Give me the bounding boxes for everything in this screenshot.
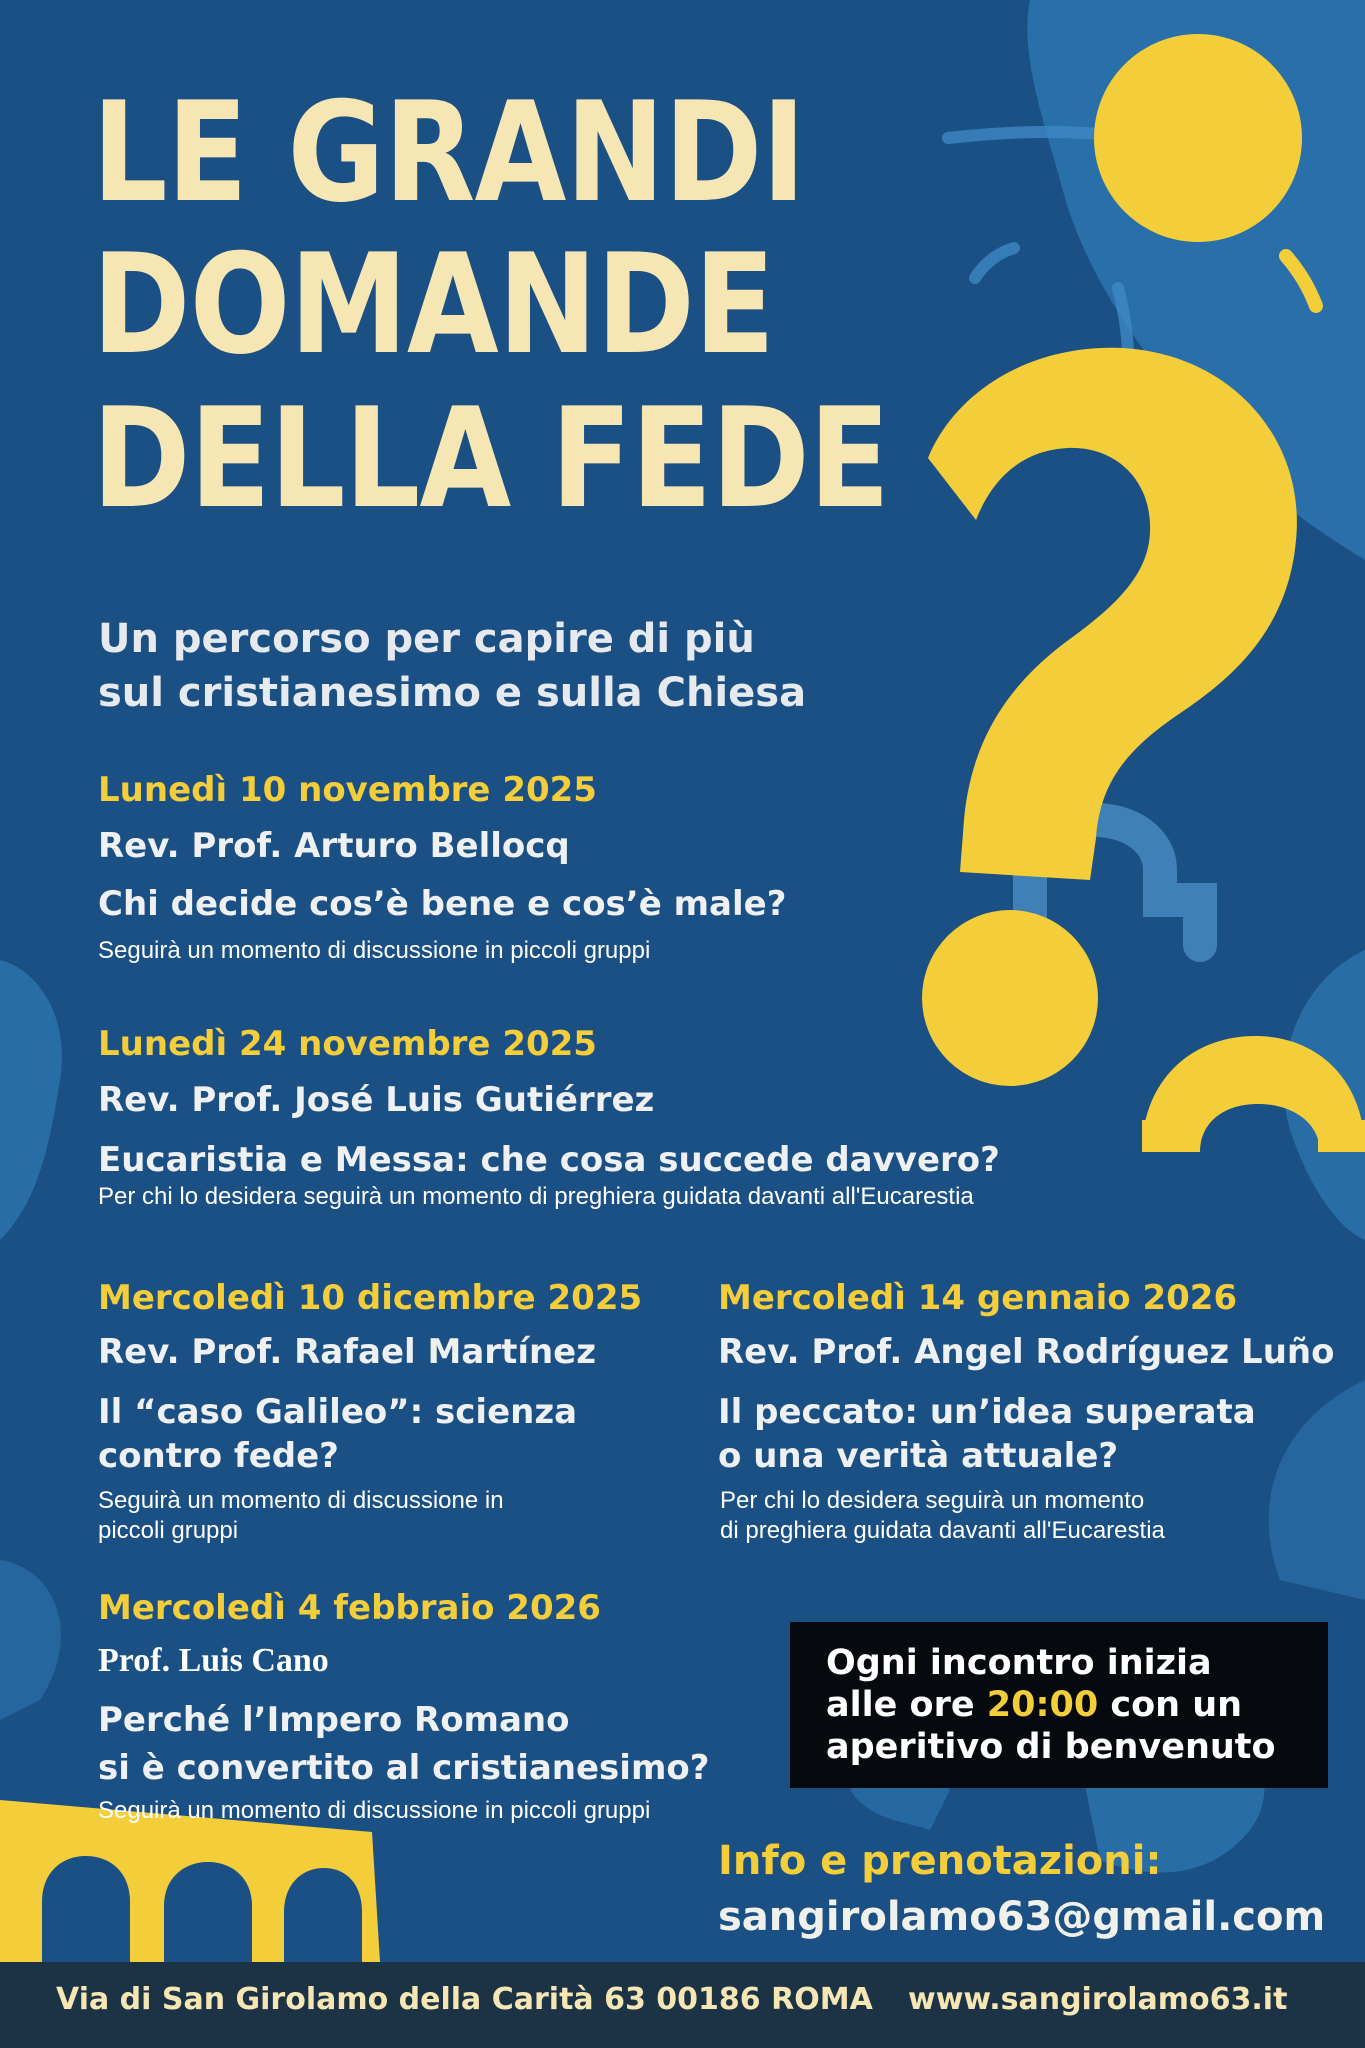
event-5-speaker: Prof. Luis Cano — [98, 1642, 329, 1679]
event-5-topic-line-2: si è convertito al cristianesimo? — [98, 1748, 710, 1788]
event-4-topic-line-2: o una verità attuale? — [718, 1436, 1119, 1476]
event-2-date: Lunedì 24 novembre 2025 — [98, 1024, 597, 1064]
footer-address: Via di San Girolamo della Carità 63 00186 ROMA — [56, 1982, 873, 2017]
event-3-note-line-2: piccoli gruppi — [98, 1517, 239, 1544]
notice-line-3: aperitivo di benvenuto — [826, 1727, 1276, 1767]
event-2-topic: Eucaristia e Messa: che cosa succede davvero? — [98, 1140, 1000, 1180]
event-2-speaker: Rev. Prof. José Luis Gutiérrez — [98, 1080, 655, 1120]
notice-line-2 — [826, 1684, 1328, 1726]
notice-start-time: 20:00 — [986, 1685, 1099, 1725]
event-3-topic-line-2: contro fede? — [98, 1436, 339, 1476]
event-5-note: Seguirà un momento di discussione in piccoli gruppi — [98, 1797, 651, 1824]
event-3-topic-line-1: Il “caso Galileo”: scienza — [98, 1392, 578, 1432]
event-1-topic: Chi decide cos’è bene e cos’è male? — [98, 884, 787, 924]
info-email-link[interactable]: sangirolamo63@gmail.com — [718, 1894, 1326, 1940]
notice-line-2-start: alle ore — [826, 1685, 987, 1725]
event-4-speaker: Rev. Prof. Angel Rodríguez Luño — [718, 1332, 1335, 1372]
notice-line-2-end: con un — [1098, 1685, 1243, 1725]
title-line-3: DELLA FEDE — [92, 378, 890, 539]
event-1-speaker: Rev. Prof. Arturo Bellocq — [98, 826, 570, 866]
event-4-date: Mercoledì 14 gennaio 2026 — [718, 1278, 1238, 1318]
event-5-topic-line-1: Perché l’Impero Romano — [98, 1700, 570, 1740]
event-1-note: Seguirà un momento di discussione in piccoli gruppi — [98, 937, 651, 964]
event-1-date: Lunedì 10 novembre 2025 — [98, 770, 597, 810]
notice-line-1: Ogni incontro inizia — [826, 1643, 1212, 1683]
event-3-speaker: Rev. Prof. Rafael Martínez — [98, 1332, 597, 1372]
event-2-note: Per chi lo desidera seguirà un momento di preghiera guidata davanti all'Eucarestia — [98, 1183, 974, 1210]
title-line-1: LE GRANDI — [92, 72, 805, 233]
event-3-date: Mercoledì 10 dicembre 2025 — [98, 1278, 643, 1318]
subtitle-line-2: sul cristianesimo e sulla Chiesa — [98, 670, 807, 716]
title-line-2: DOMANDE — [92, 224, 775, 385]
event-4-note-line-2: di preghiera guidata davanti all'Eucarestia — [720, 1517, 1165, 1544]
subtitle-line-1: Un percorso per capire di più — [98, 616, 755, 662]
footer-website-link[interactable]: www.sangirolamo63.it — [908, 1982, 1288, 2017]
start-time-notice — [790, 1622, 1328, 1788]
event-5-date: Mercoledì 4 febbraio 2026 — [98, 1588, 601, 1628]
event-4-note-line-1: Per chi lo desidera seguirà un momento — [720, 1487, 1145, 1514]
info-label: Info e prenotazioni: — [718, 1838, 1162, 1884]
event-4-topic-line-1: Il peccato: un’idea superata — [718, 1392, 1256, 1432]
event-3-note-line-1: Seguirà un momento di discussione in — [98, 1487, 504, 1514]
